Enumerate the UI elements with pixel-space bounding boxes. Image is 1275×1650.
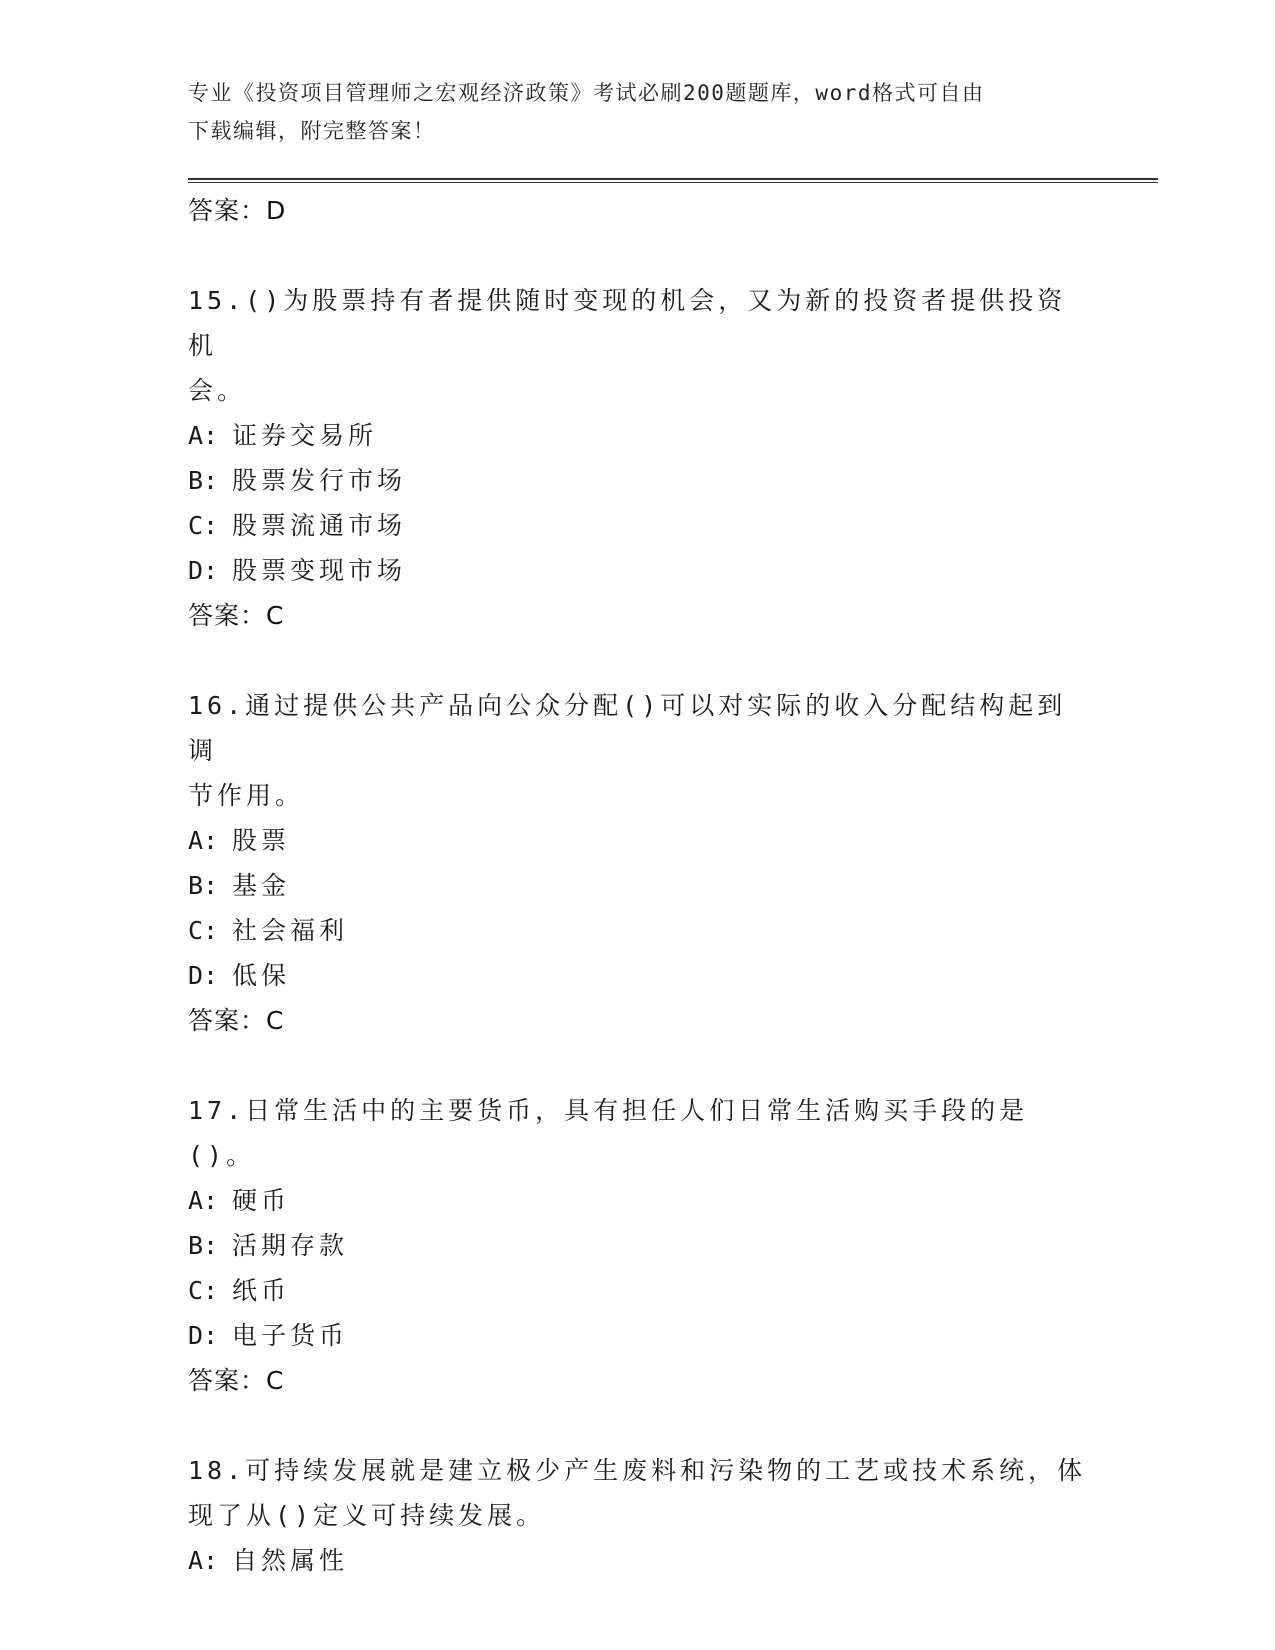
question-text — [188, 1088, 1088, 1178]
option-text: 活期存款 — [232, 1231, 349, 1260]
option-b — [188, 1223, 1088, 1268]
header-line-2: 下载编辑，附完整答案！ — [188, 119, 436, 143]
question-list — [188, 188, 1088, 1583]
option-letter: A: — [188, 826, 219, 855]
option-letter: C: — [188, 916, 219, 945]
option-text: 基金 — [232, 871, 291, 900]
answer-line: 答案：C — [188, 1006, 285, 1035]
question-text-line: 节作用。 — [188, 781, 305, 810]
option-d — [188, 1313, 1088, 1358]
option-letter: D: — [188, 1321, 219, 1350]
answer-line: 答案：C — [188, 1366, 285, 1395]
option-a — [188, 818, 1088, 863]
option-a — [188, 1178, 1088, 1223]
option-text: 自然属性 — [232, 1546, 349, 1575]
option-letter: D: — [188, 961, 219, 990]
option-letter: B: — [188, 466, 219, 495]
option-c — [188, 503, 1088, 548]
option-letter: B: — [188, 1231, 219, 1260]
option-letter: D: — [188, 556, 219, 585]
option-text: 硬币 — [232, 1186, 291, 1215]
option-a — [188, 413, 1088, 458]
option-letter: A: — [188, 421, 219, 450]
option-c — [188, 1268, 1088, 1313]
option-d — [188, 548, 1088, 593]
option-text: 证券交易所 — [232, 421, 378, 450]
option-text: 股票变现市场 — [232, 556, 407, 585]
option-a — [188, 1538, 1088, 1583]
question-text-line: 现了从()定义可持续发展。 — [188, 1501, 546, 1530]
option-d — [188, 953, 1088, 998]
option-text: 股票 — [232, 826, 291, 855]
option-text: 股票发行市场 — [232, 466, 407, 495]
option-letter: A: — [188, 1186, 219, 1215]
option-c — [188, 908, 1088, 953]
question-16 — [188, 683, 1088, 1044]
option-text: 电子货币 — [232, 1321, 349, 1350]
question-text — [188, 1448, 1088, 1538]
option-letter: B: — [188, 871, 219, 900]
question-text-line: 16.通过提供公共产品向公众分配()可以对实际的收入分配结构起到调 — [188, 691, 1067, 765]
option-letter: C: — [188, 1276, 219, 1305]
option-text: 社会福利 — [232, 916, 349, 945]
question-17 — [188, 1088, 1088, 1404]
option-letter: A: — [188, 1546, 219, 1575]
question-text-line: 会。 — [188, 376, 247, 405]
option-text: 股票流通市场 — [232, 511, 407, 540]
option-b — [188, 458, 1088, 503]
question-text-line: 17.日常生活中的主要货币，具有担任人们日常生活购买手段的是()。 — [188, 1096, 1029, 1170]
question-text-line: 18.可持续发展就是建立极少产生废料和污染物的工艺或技术系统，体 — [188, 1456, 1087, 1485]
header-line-1: 专业《投资项目管理师之宏观经济政策》考试必刷200题题库，word格式可自由 — [188, 81, 985, 105]
question-text — [188, 683, 1088, 818]
option-text: 低保 — [232, 961, 291, 990]
answer-line: 答案：D — [188, 196, 287, 225]
option-b — [188, 863, 1088, 908]
question-text — [188, 278, 1088, 413]
question-text-line: 15.()为股票持有者提供随时变现的机会，又为新的投资者提供投资机 — [188, 286, 1067, 360]
option-text: 纸币 — [232, 1276, 291, 1305]
answer-line: 答案：C — [188, 601, 285, 630]
option-letter: C: — [188, 511, 219, 540]
question-15 — [188, 278, 1088, 639]
document-header — [188, 74, 1088, 150]
question-18 — [188, 1448, 1088, 1583]
header-divider — [188, 178, 1158, 183]
